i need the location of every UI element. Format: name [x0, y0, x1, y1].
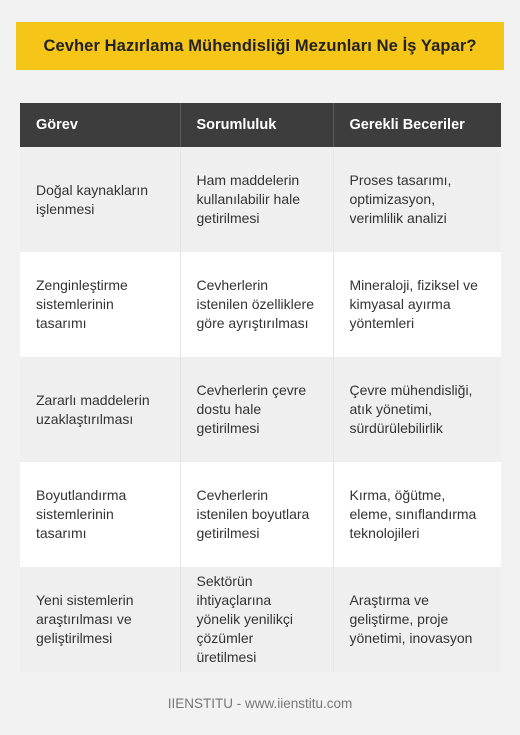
cell-beceriler: Mineraloji, fiziksel ve kimyasal ayırma yöntemleri: [349, 277, 478, 331]
cell-sorumluluk: Ham maddelerin kullanılabilir hale getirilmesi: [180, 147, 333, 252]
column-header-sorumluluk: Sorumluluk: [180, 103, 333, 147]
table-row: [20, 462, 501, 567]
cell-beceriler: Araştırma ve geliştirme, proje yönetimi, inovasyon: [349, 592, 473, 646]
cell-gorev: Boyutlandırma sistemlerinin tasarımı: [20, 462, 180, 567]
cell-sorumluluk: Cevherlerin istenilen boyutlara getirilmesi: [180, 462, 333, 567]
cell-beceriler: Çevre mühendisliği, atık yönetimi, sürdürülebilirlik: [349, 382, 473, 436]
cell-sorumluluk: Cevherlerin istenilen özelliklere göre ayrıştırılması: [180, 252, 333, 357]
table-row: [20, 567, 501, 672]
cell-beceriler: Proses tasarımı, optimizasyon, verimlilik analizi: [349, 172, 452, 226]
cell-gorev: Zenginleştirme sistemlerinin tasarımı: [20, 252, 180, 357]
cell-gorev: Yeni sistemlerin araştırılması ve geliştirilmesi: [20, 567, 180, 672]
page-title: Cevher Hazırlama Mühendisliği Mezunları Ne İş Yapar?: [16, 22, 504, 70]
cell-sorumluluk: Cevherlerin çevre dostu hale getirilmesi: [180, 357, 333, 462]
info-table: [20, 103, 501, 672]
cell-beceriler: Kırma, öğütme, eleme, sınıflandırma teknolojileri: [349, 487, 477, 541]
column-header-gorev: Görev: [20, 103, 180, 147]
footer-credit: IIENSTITU - www.iienstitu.com: [167, 696, 353, 711]
cell-gorev: Zararlı maddelerin uzaklaştırılması: [20, 357, 180, 462]
table-row: [20, 357, 501, 462]
table-header-row: [20, 103, 501, 147]
table-row: [20, 252, 501, 357]
table-row: [20, 147, 501, 252]
column-header-beceriler: Gerekli Beceriler: [349, 116, 465, 133]
cell-gorev: Doğal kaynakların işlenmesi: [20, 147, 180, 252]
cell-sorumluluk: Sektörün ihtiyaçlarına yönelik yenilikçi çözümler üretilmesi: [180, 567, 333, 672]
